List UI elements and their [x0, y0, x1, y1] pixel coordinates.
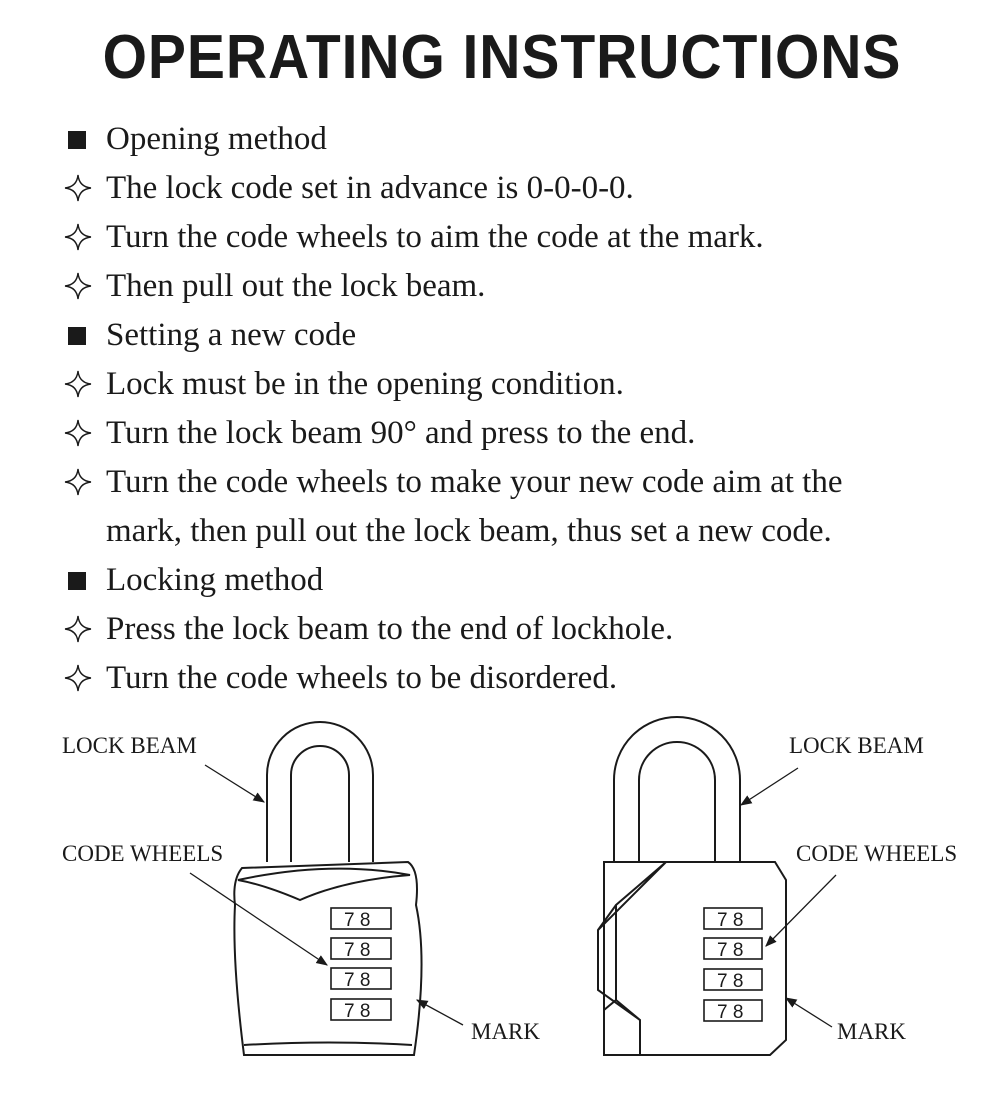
star-bullet-icon — [62, 459, 106, 505]
step-item-continuation: mark, then pull out the lock beam, thus set a new code. — [106, 513, 832, 549]
instructions-list — [62, 116, 992, 704]
code-wheel: 7 8 — [717, 940, 744, 961]
code-wheel: 7 8 — [344, 940, 371, 961]
step-item: Turn the code wheels to make your new code aim at the — [62, 459, 992, 508]
code-wheel: 7 8 — [344, 910, 371, 931]
lock-beam-shackle — [614, 717, 740, 862]
star-bullet-icon — [62, 655, 106, 701]
section-heading: Setting a new code — [62, 312, 992, 361]
lock-beam-shackle — [267, 722, 373, 862]
padlock-front-view — [234, 722, 421, 1055]
square-bullet-icon — [62, 312, 106, 358]
code-wheel-stack-right — [704, 908, 762, 1023]
step-item: Press the lock beam to the end of lockhole. — [62, 606, 992, 655]
step-item: Turn the code wheels to aim the code at the mark. — [62, 214, 992, 263]
arrow-mark-left — [417, 1000, 463, 1025]
code-wheel: 7 8 — [344, 1001, 371, 1022]
label-code-wheels-right: CODE WHEELS — [796, 841, 958, 866]
arrow-code-wheels-right — [766, 875, 836, 946]
star-bullet-icon — [62, 214, 106, 260]
square-bullet-icon — [62, 116, 106, 162]
section-heading: Opening method — [62, 116, 992, 165]
step-item: Then pull out the lock beam. — [62, 263, 992, 312]
arrow-code-wheels-left — [190, 873, 327, 965]
code-wheel: 7 8 — [717, 910, 744, 931]
square-bullet-icon — [62, 557, 106, 603]
page-title: OPERATING INSTRUCTIONS — [102, 23, 902, 92]
star-bullet-icon — [62, 165, 106, 211]
step-item: The lock code set in advance is 0-0-0-0. — [62, 165, 992, 214]
padlock-diagram — [0, 700, 1004, 1103]
arrow-lock-beam-left — [205, 765, 264, 802]
code-wheel: 7 8 — [344, 970, 371, 991]
lock-body — [234, 862, 421, 1055]
star-bullet-icon — [62, 410, 106, 456]
body-side-panel — [598, 862, 666, 1055]
star-bullet-icon — [62, 263, 106, 309]
arrow-lock-beam-right — [741, 768, 798, 805]
star-bullet-icon — [62, 361, 106, 407]
step-item: Turn the code wheels to be disordered. — [62, 655, 992, 704]
code-wheel: 7 8 — [717, 971, 744, 992]
section-heading: Locking method — [62, 557, 992, 606]
step-item: Turn the lock beam 90° and press to the end. — [62, 410, 992, 459]
step-item: Lock must be in the opening condition. — [62, 361, 992, 410]
label-code-wheels-left: CODE WHEELS — [62, 841, 224, 866]
code-wheel: 7 8 — [717, 1002, 744, 1023]
arrow-mark-right — [786, 998, 832, 1027]
body-top-band — [238, 869, 410, 900]
label-lock-beam-left: LOCK BEAM — [62, 733, 197, 758]
star-bullet-icon — [62, 606, 106, 652]
code-wheel-stack-left — [331, 908, 391, 1022]
label-lock-beam-right: LOCK BEAM — [789, 733, 924, 758]
label-mark-left: MARK — [471, 1019, 541, 1044]
label-mark-right: MARK — [837, 1019, 907, 1044]
